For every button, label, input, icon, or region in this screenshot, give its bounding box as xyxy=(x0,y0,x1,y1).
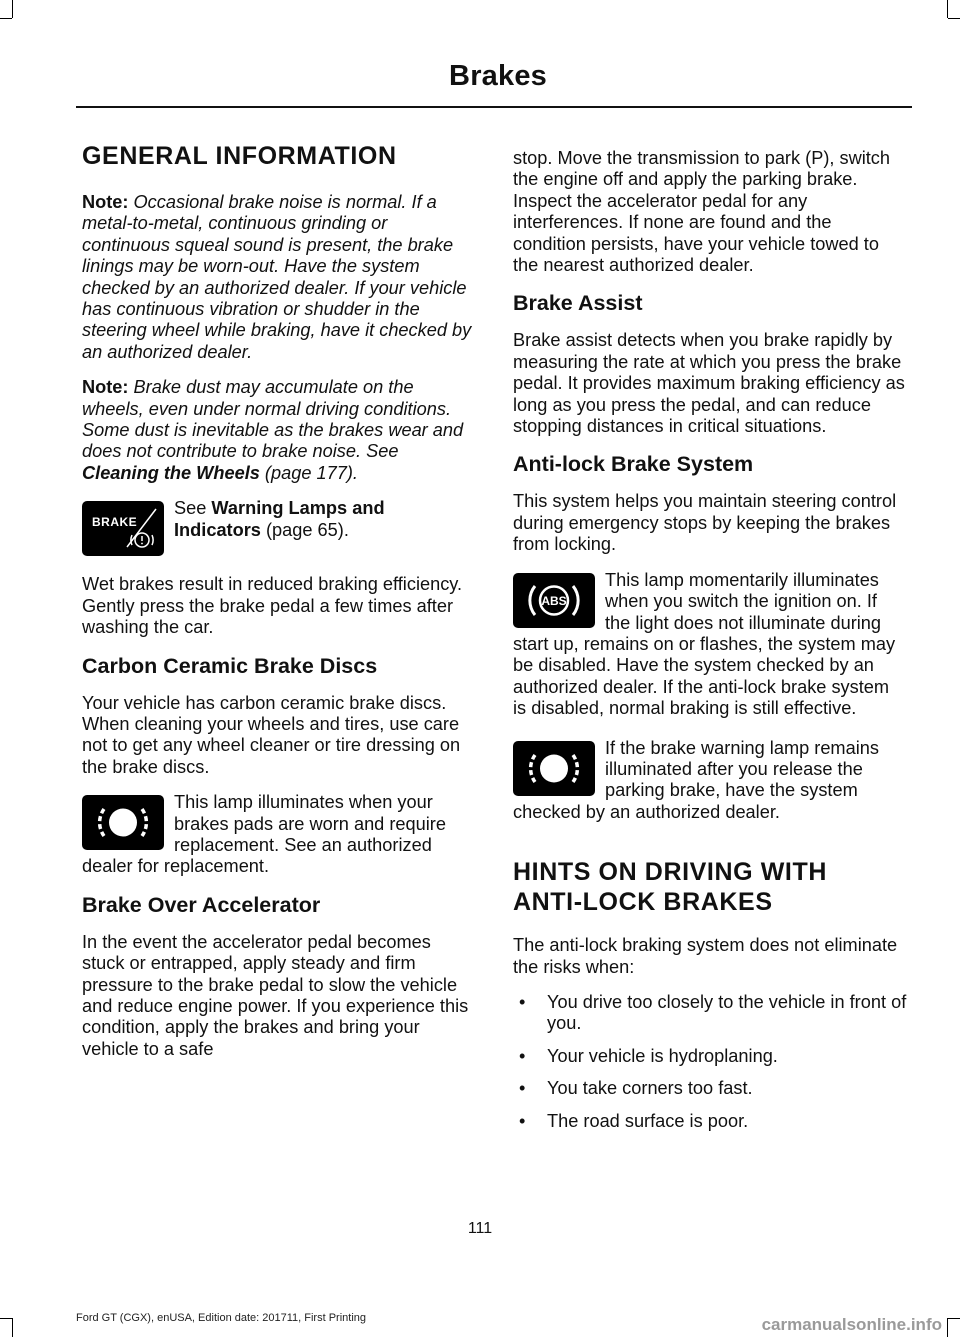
crop-mark xyxy=(947,1318,948,1337)
note-label: Note: xyxy=(82,192,129,212)
brake-over-accelerator-heading: Brake Over Accelerator xyxy=(82,892,321,917)
wet-brakes-text: Wet brakes result in reduced braking efficiency. Gently press the brake pedal a few times after washing the car. xyxy=(82,574,463,638)
abs-icon-label: ABS xyxy=(541,593,567,608)
pad-lamp-row xyxy=(82,792,476,878)
cleaning-wheels-link[interactable]: Cleaning the Wheels xyxy=(82,462,260,483)
brake-assist-text: Brake assist detects when you brake rapidly by measuring the rate at which you press the brake pedal. It provides maximum braking efficiency as long as you press the pedal, and can reduce stopping distances in critical situations. xyxy=(513,330,905,437)
header-rule xyxy=(76,106,912,108)
abs-heading: Anti-lock Brake System xyxy=(513,452,754,477)
crop-mark xyxy=(947,0,948,18)
abs-lamp-row xyxy=(513,570,907,720)
warn-lamp-row xyxy=(513,738,907,824)
general-information-heading: GENERAL INFORMATION xyxy=(82,142,397,170)
crop-mark xyxy=(0,1318,12,1319)
see-text: See xyxy=(174,498,212,519)
page-ref: (page 65). xyxy=(260,519,349,540)
bullet: • xyxy=(519,1078,526,1099)
continued-text: stop. Move the transmission to park (P), switch the engine off and apply the parking brake. Inspect the accelerator pedal for any interferences. If none are found and the condition persists, have your vehicle towed to the nearest authorized dealer. xyxy=(513,148,891,276)
page-ref: (page 177). xyxy=(259,462,358,483)
right-column xyxy=(513,148,907,1143)
bullet: • xyxy=(519,1110,526,1131)
crop-mark xyxy=(0,18,12,19)
brake-circle-icon xyxy=(82,501,164,556)
watermark: carmanualsonline.info xyxy=(761,1315,942,1334)
bullet: • xyxy=(519,1045,526,1066)
crop-mark xyxy=(12,0,13,18)
note-text: Occasional brake noise is normal. If a metal-to-metal, continuous grinding or continuous squeal sound is present, the brake linings may be worn-out. Have the system checked by an authorized dealer. If your vehicle has continuous vibration or shudder in the steering wheel while braking, have it checked by an authorized dealer. xyxy=(82,192,472,362)
crop-mark xyxy=(12,1318,13,1337)
list-item: • The road surface is poor. xyxy=(519,1110,749,1131)
carbon-ceramic-heading: Carbon Ceramic Brake Discs xyxy=(82,653,378,678)
hints-heading xyxy=(513,857,907,917)
brake-lamp-row xyxy=(82,498,476,562)
warn-lamp-text: If the brake warning lamp remains illuminated after you release the parking brake, have the system checked by an authorized dealer. xyxy=(513,737,879,822)
bullet: • xyxy=(519,991,526,1012)
page-number: 111 xyxy=(467,1220,493,1237)
abs-text: This system helps you maintain steering control during emergency stops by keeping the brakes from locking. xyxy=(513,491,897,555)
brake-warning-circle-icon xyxy=(513,741,595,796)
brake-icon-label: BRAKE xyxy=(92,515,138,530)
note-brake-dust xyxy=(82,377,476,484)
footer-edition: Ford GT (CGX), enUSA, Edition date: 201711, First Printing xyxy=(76,1312,366,1324)
abs-lamp-text: This lamp momentarily illuminates when you switch the ignition on. If the light does not illuminate during start up, remains on or flashes, the system may be disabled. Have the system checked by an authorized dealer. If the anti-lock brake system is disabled, normal braking is still effective. xyxy=(513,569,896,719)
note-label: Note: xyxy=(82,377,129,398)
list-item: • You take corners too fast. xyxy=(519,1078,753,1099)
hints-intro: The anti-lock braking system does not eliminate the risks when: xyxy=(513,935,898,977)
hints-heading-line2: ANTI-LOCK BRAKES xyxy=(513,888,773,917)
abs-warning-lamp-icon xyxy=(513,573,595,628)
note-brake-noise xyxy=(82,192,476,363)
note-text: Brake dust may accumulate on the wheels, even under normal driving conditions. Some dust is inevitable as the brakes wear and does not contribute to brake noise. See xyxy=(82,377,464,462)
crop-mark xyxy=(948,18,960,19)
brake-over-accelerator-text: In the event the accelerator pedal becomes stuck or entrapped, apply steady and firm pressure to the brake pedal to slow the vehicle and reduce engine power. If you experience this condition, apply the brakes and bring your vehicle to a safe xyxy=(82,931,469,1059)
list-item: • You drive too closely to the vehicle in front of you. xyxy=(519,991,907,1034)
pad-lamp-text: This lamp illuminates when your brakes pads are worn and require replacement. See an authorized dealer for replacement. xyxy=(82,792,446,877)
carbon-ceramic-text: Your vehicle has carbon ceramic brake discs. When cleaning your wheels and tires, use care not to get any wheel cleaner or tire dressing on the brake discs. xyxy=(82,692,461,777)
brake-assist-heading: Brake Assist xyxy=(513,291,643,316)
hints-list xyxy=(513,992,907,1132)
list-item: • Your vehicle is hydroplaning. xyxy=(519,1045,778,1066)
brake-warning-lamp-icon xyxy=(82,501,164,556)
hints-heading-line1: HINTS ON DRIVING WITH xyxy=(513,858,827,887)
crop-mark xyxy=(948,1318,960,1319)
left-column xyxy=(82,140,476,1074)
page-header-title: Brakes xyxy=(449,60,547,92)
brake-pad-wear-icon xyxy=(82,795,164,850)
warning-lamps-link[interactable]: Warning Lamps and Indicators xyxy=(174,498,385,540)
